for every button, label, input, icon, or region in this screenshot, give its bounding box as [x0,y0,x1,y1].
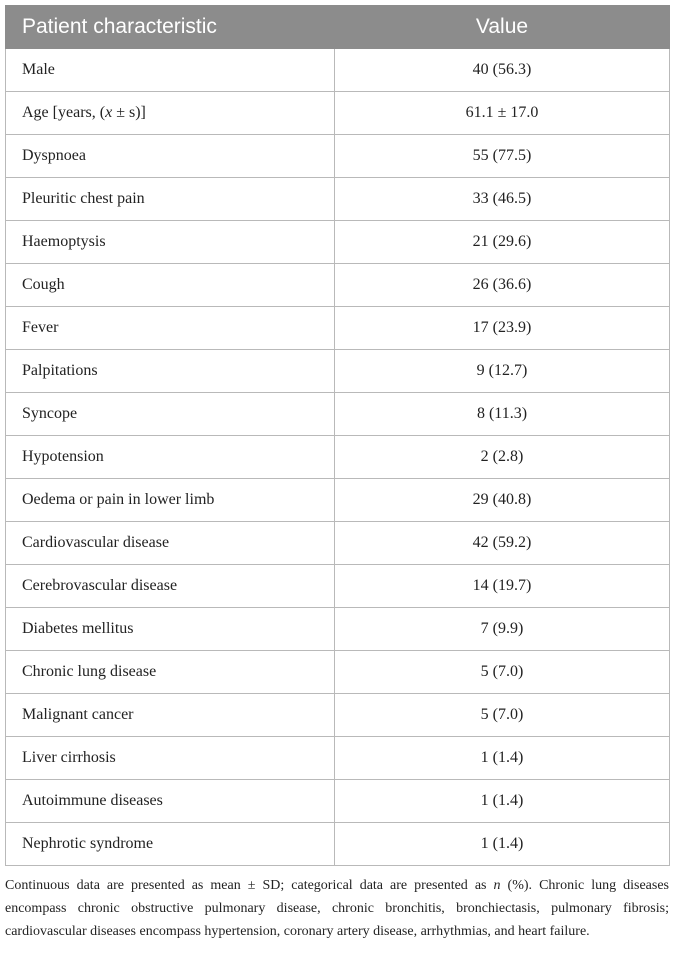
age-label-part: Age [years, ( [22,104,106,121]
row-label: Male [6,49,335,92]
row-label: Syncope [6,393,335,436]
row-label: Haemoptysis [6,221,335,264]
footnote-italic-n: n [493,878,501,893]
row-label: Malignant cancer [6,694,335,737]
header-row [6,6,670,49]
table-footnote [5,874,669,943]
header-characteristic: Patient characteristic [6,6,335,49]
table-body [6,49,670,866]
row-value: 7 (9.9) [335,608,670,651]
row-value: 9 (12.7) [335,350,670,393]
table-row [6,694,670,737]
table-row [6,565,670,608]
row-label: Pleuritic chest pain [6,178,335,221]
row-value: 5 (7.0) [335,651,670,694]
table-row [6,780,670,823]
table-row [6,350,670,393]
row-value: 42 (59.2) [335,522,670,565]
row-label: Oedema or pain in lower limb [6,479,335,522]
age-label-italic-x: x [105,104,113,121]
table-row [6,221,670,264]
footnote-text: (%). Chronic lung diseases encompass chronic obstructive pulmonary disease, chronic bronchitis, bronchiectasis, pulmonary fibrosis; cardiovascular diseases encompass hypertension, coronary artery disease, arrhythmias, and heart failure. [5,878,669,939]
table-row [6,436,670,479]
row-value: 1 (1.4) [335,780,670,823]
patient-characteristics-table-container [5,5,669,866]
table-row [6,823,670,866]
row-label: Chronic lung disease [6,651,335,694]
row-label: Hypotension [6,436,335,479]
row-value: 33 (46.5) [335,178,670,221]
table-row [6,479,670,522]
table-row [6,92,670,135]
row-label: Dyspnoea [6,135,335,178]
row-value: 29 (40.8) [335,479,670,522]
table-row [6,522,670,565]
table-row [6,608,670,651]
row-label: Fever [6,307,335,350]
row-value: 55 (77.5) [335,135,670,178]
table-row [6,737,670,780]
row-label: Palpitations [6,350,335,393]
table-header [6,6,670,49]
row-value: 5 (7.0) [335,694,670,737]
row-label: Liver cirrhosis [6,737,335,780]
row-value: 8 (11.3) [335,393,670,436]
row-value: 17 (23.9) [335,307,670,350]
row-label: Autoimmune diseases [6,780,335,823]
table-row [6,178,670,221]
row-label: Cough [6,264,335,307]
footnote-text: Continuous data are presented as mean ± SD; categorical data are presented as [5,878,494,893]
patient-characteristics-table [5,5,670,866]
table-row [6,393,670,436]
table-row [6,651,670,694]
header-value: Value [335,6,670,49]
table-row [6,264,670,307]
row-label: Nephrotic syndrome [6,823,335,866]
row-value: 61.1 ± 17.0 [335,92,670,135]
row-value: 14 (19.7) [335,565,670,608]
row-label [6,92,335,135]
row-value: 40 (56.3) [335,49,670,92]
row-value: 1 (1.4) [335,823,670,866]
row-label: Cerebrovascular disease [6,565,335,608]
row-value: 21 (29.6) [335,221,670,264]
row-value: 26 (36.6) [335,264,670,307]
table-row [6,49,670,92]
table-row [6,307,670,350]
row-value: 2 (2.8) [335,436,670,479]
row-value: 1 (1.4) [335,737,670,780]
row-label: Cardiovascular disease [6,522,335,565]
row-label: Diabetes mellitus [6,608,335,651]
age-label-part: ± s)] [112,104,146,121]
table-row [6,135,670,178]
